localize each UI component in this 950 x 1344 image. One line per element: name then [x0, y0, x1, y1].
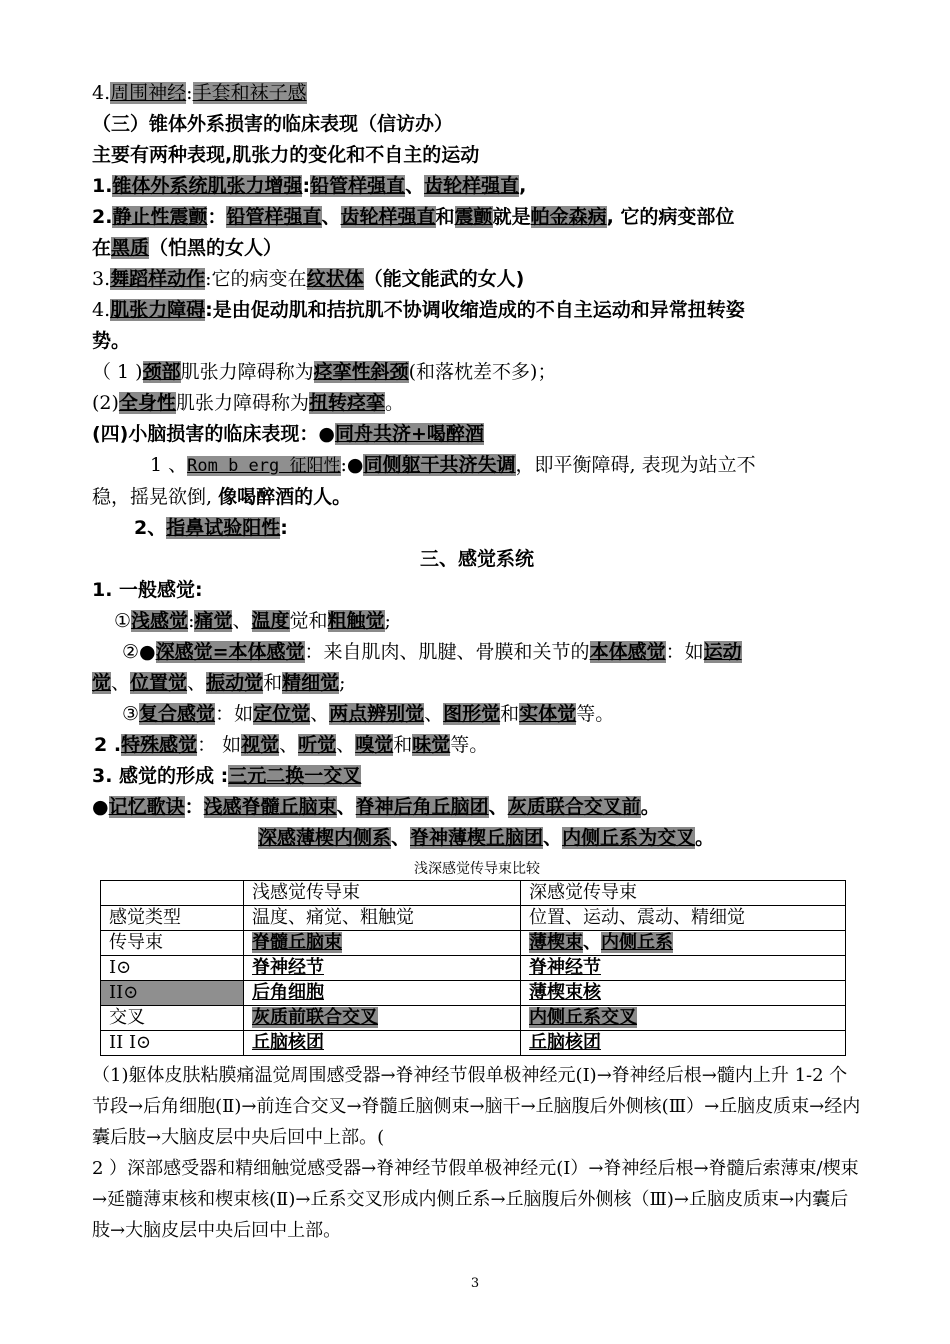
line-special: 2 .特殊感觉： 如视觉、听觉、嗅觉和味觉等。	[94, 734, 489, 756]
line-compound: ③复合感觉：如定位觉、两点辨别觉、图形觉和实体觉等。	[122, 703, 615, 725]
line-peripheral-nerve: 4.周围神经:手套和袜子感	[92, 82, 307, 104]
page-number: 3	[470, 1276, 480, 1291]
line-deep-cont: 觉、位置觉、振动觉和精细觉;	[92, 672, 346, 694]
line-superficial: ①浅感觉:痛觉、温度觉和粗触觉;	[114, 610, 391, 632]
line-romberg: 1 、Rom b erg 征阳性:●同侧躯干共济失调，即平衡障碍, 表现为站立不	[150, 454, 756, 476]
line-general-dystonia: (2)全身性肌张力障碍称为扭转痉挛。	[92, 392, 404, 414]
line-substantia-nigra: 在黑质（怕黑的女人）	[92, 237, 283, 259]
line-two-manifestations: 主要有两种表现,肌张力的变化和不自主的运动	[92, 144, 480, 166]
line-formation: 3. 感觉的形成 :三元二换一交叉	[92, 765, 362, 787]
line-deep: ②●深感觉=本体感觉：来自肌肉、肌腱、骨膜和关节的本体感觉：如运动	[122, 641, 742, 663]
hl-glove-sock: 手套和袜子感	[192, 82, 307, 104]
line-resting-tremor: 2.静止性震颤：铅管样强直、齿轮样强直和震颤就是帕金森病, 它的病变部位	[92, 206, 735, 228]
line-romberg-cont: 稳，摇晃欲倒, 像喝醉酒的人。	[92, 486, 352, 508]
table-row: II⊙ 后角细胞 薄楔束核	[101, 981, 846, 1006]
table-caption: 浅深感觉传导束比较	[414, 861, 540, 877]
line-finger-nose: 2、指鼻试验阳性:	[134, 517, 288, 539]
document-page	[92, 78, 862, 1246]
comparison-table	[100, 880, 846, 1056]
hl-peripheral-nerve: 周围神经	[110, 82, 187, 104]
table-header-row: 浅感觉传导束 深感觉传导束	[101, 881, 846, 906]
line-dystonia-cont: 势。	[92, 330, 131, 352]
section-title: 三、感觉系统	[419, 548, 534, 570]
table-row: 传导束 脊髓丘脑束 薄楔束、内侧丘系	[101, 931, 846, 956]
table-row: II Ⅰ⊙ 丘脑核团 丘脑核团	[101, 1031, 846, 1056]
line-mnemonic-2: 深感薄楔内侧系、脊神薄楔丘脑团、内侧丘系为交叉。	[258, 827, 715, 849]
table-row: 感觉类型 温度、痛觉、粗触觉 位置、运动、震动、精细觉	[101, 906, 846, 931]
line-chorea: 3.舞蹈样动作:它的病变在纹状体（能文能武的女人)	[92, 268, 525, 290]
line-tone-increase: 1.锥体外系统肌张力增强:铅管样强直、齿轮样强直,	[92, 175, 527, 197]
table-row: Ⅰ⊙ 脊神经节 脊神经节	[101, 956, 846, 981]
paragraph-deep-pathway: 2 ）深部感受器和精细触觉感受器→脊神经节假单极神经元(I）→脊神经后根→脊髓后索薄束/楔束→延髓薄束核和楔束核(Ⅱ)→丘系交叉形成内侧丘系→丘脑腹后外侧核（Ⅲ)→丘脑皮质束→内囊后肢→大脑皮层中央后回中上部。	[92, 1158, 859, 1241]
heading-extrapyramidal: （三）锥体外系损害的临床表现（信访办）	[92, 113, 454, 135]
line-mnemonic: ●记忆歌诀：浅感脊髓丘脑束、脊神后角丘脑团、灰质联合交叉前。	[92, 796, 660, 818]
line-neck-dystonia: （ 1 )颈部肌张力障碍称为痉挛性斜颈(和落枕差不多)；	[92, 361, 557, 383]
paragraph-superficial-pathway: （1)躯体皮肤粘膜痛温觉周围感受器→脊神经节假单极神经元(I)→脊神经后根→髓内上升 1-2 个节段→后角细胞(Ⅱ)→前连合交叉→脊髓丘脑侧束→脑干→丘脑腹后外侧核(Ⅲ）→丘脑皮质束→经内囊后肢→大脑皮层中央后回中上部。(	[92, 1065, 861, 1148]
line-dystonia: 4.肌张力障碍:是由促动肌和拮抗肌不协调收缩造成的不自主运动和异常扭转姿	[92, 299, 745, 321]
heading-cerebellum: (四)小脑损害的临床表现：●同舟共济+喝醉酒	[92, 423, 484, 445]
line-general-sensation: 1. 一般感觉:	[92, 579, 203, 601]
table-row: 交叉 灰质前联合交叉 内侧丘系交叉	[101, 1006, 846, 1031]
